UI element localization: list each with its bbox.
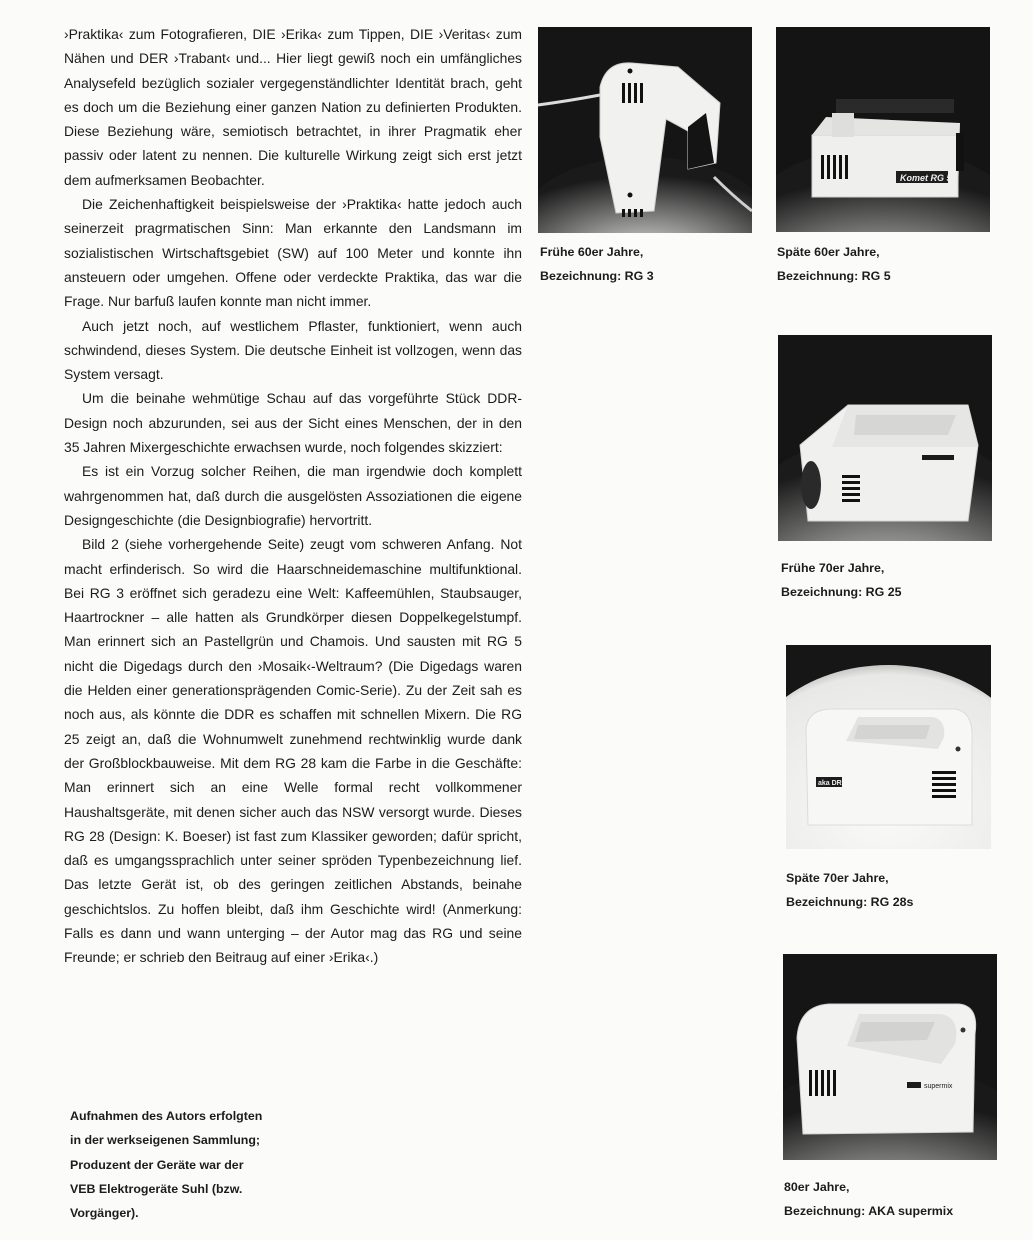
photo-aka-supermix <box>783 954 997 1160</box>
photo-caption <box>781 556 901 605</box>
caption-period: Späte 60er Jahre, <box>777 245 880 259</box>
device-label: supermix <box>924 1083 953 1090</box>
article-paragraph: Es ist ein Vorzug solcher Reihen, die man irgendwie doch komplett wahrgenommen hat, daß durch die ausgelösten Assoziationen die eigene Designgeschichte (die Designbiografie) hervortritt. <box>64 463 522 528</box>
device-label: Komet RG 5 <box>900 173 952 183</box>
photo-caption <box>777 240 891 289</box>
photo-rg28s <box>786 645 991 849</box>
photo-caption <box>786 866 913 915</box>
photo-credits <box>70 1104 320 1225</box>
photo-caption <box>540 240 654 289</box>
photo-caption <box>784 1175 953 1224</box>
article-paragraph: Auch jetzt noch, auf westlichem Pflaster, funktioniert, wenn auch schwindend, dieses System. Die deutsche Einheit ist vollzogen, wenn das System versagt. <box>64 317 522 383</box>
caption-model: Bezeichnung: AKA supermix <box>784 1204 954 1219</box>
photo-rg25 <box>778 335 992 541</box>
credits-line: Aufnahmen des Autors erfolgten <box>70 1109 263 1123</box>
article-paragraph: Um die beinahe wehmütige Schau auf das vorgeführte Stück DDR-Design noch abzurunden, sei aus der Sicht eines Menschen, der in den 35 Jahren Mixergeschichte erwachsen wurde, noch folgendes skizziert: <box>64 390 522 456</box>
caption-model: Bezeichnung: RG 3 <box>540 269 654 284</box>
article-paragraph: Bild 2 (siehe vorhergehende Seite) zeugt vom schweren Anfang. Not macht erfinderisch. So wird die Haarschneidemaschine multifunktional. Bei RG 3 eröffnet sich geradezu eine Welt: Kaffeemühlen, Staubsauger, Haartrockner – alle hatten als Grundkörper diesen Doppelkegelstumpf. Man erinnert sich an Pastellgrün und Chamois. Und sausten mit RG 5 nicht die Digedags durch den ›Mosaik‹-Weltraum? (Die Digedags waren die Helden einer generationsprägenden Comic-Serie). Zu der Zeit sah es noch aus, als könnte die DDR es schaffen mit schnellen Mixern. Die RG 25 zeigt an, daß die Wohnumwelt zunehmend rechtwinklig wurde dank der Großblockbauweise. Mit dem RG 28 kam die Farbe in die Geschäfte: Man erinnert sich an eine Welle formal recht vollkommener Haushaltsgeräte, mit denen sicher auch das NSW versorgt wurde. Dieses RG 28 (Design: K. Boeser) ist fast zum Klassiker geworden; dafür spricht, daß es umgangssprachlich unter seiner spröden Typenbezeichnung lief. Das letzte Gerät ist, ob des geringen zeitlichen Abstands, beinahe geschichtslos. Zu hoffen bleibt, daß ihm Geschichte wird! (Anmerkung: Falls es dann und wann unterging – der Autor mag das RG und seine Freunde; er schrieb den Beitraug auf einer ›Erika‹.) <box>64 536 522 966</box>
caption-period: 80er Jahre, <box>784 1180 850 1194</box>
caption-model: Bezeichnung: RG 5 <box>777 269 891 284</box>
article-paragraph: Die Zeichenhaftigkeit beispielsweise der ›Praktika‹ hatte jedoch auch seinerzeit pragrmatischen Sinn: Man erkannte den Landsmann im sozialistischen Wirtschaftsgebiet (SW) auf 100 Meter und konnte ihn ansteuern oder umgehen. Offene oder verdeckte Praktika, das war die Frage. Nur barfuß laufen konnte man nicht immer. <box>64 196 522 310</box>
device-label: aka DR <box>818 780 842 787</box>
caption-model: Bezeichnung: RG 28s <box>786 895 914 910</box>
credits-line: Vorgänger). <box>70 1206 139 1221</box>
caption-period: Frühe 60er Jahre, <box>540 245 644 259</box>
caption-model: Bezeichnung: RG 25 <box>781 585 902 600</box>
credits-line: Produzent der Geräte war der <box>70 1157 244 1172</box>
article-paragraph: ›Praktika‹ zum Fotografieren, DIE ›Erika‹ zum Tippen, DIE ›Veritas‹ zum Nähen und DER ›Trabant‹ und... Hier liegt gewiß noch ein umfängliches Analysefeld bezüglich sozialer vergegenständlichter Identität brach, geht es doch um die Beziehung einer ganzen Nation zu definierten Produkten. Diese Beziehung wäre, semiotisch betrachtet, in ihrer Pragmatik eher passiv oder latent zu nennen. Die kulturelle Wirkung zeigt sich erst jetzt dem aufmerksamen Beobachter. <box>64 26 522 188</box>
article-body <box>64 22 522 970</box>
credits-line: in der werkseigenen Sammlung; <box>70 1133 261 1148</box>
credits-line: VEB Elektrogeräte Suhl (bzw. <box>70 1181 243 1196</box>
photo-rg3 <box>538 27 752 233</box>
photo-rg5 <box>776 27 990 232</box>
caption-period: Frühe 70er Jahre, <box>781 561 885 575</box>
caption-period: Späte 70er Jahre, <box>786 871 889 885</box>
